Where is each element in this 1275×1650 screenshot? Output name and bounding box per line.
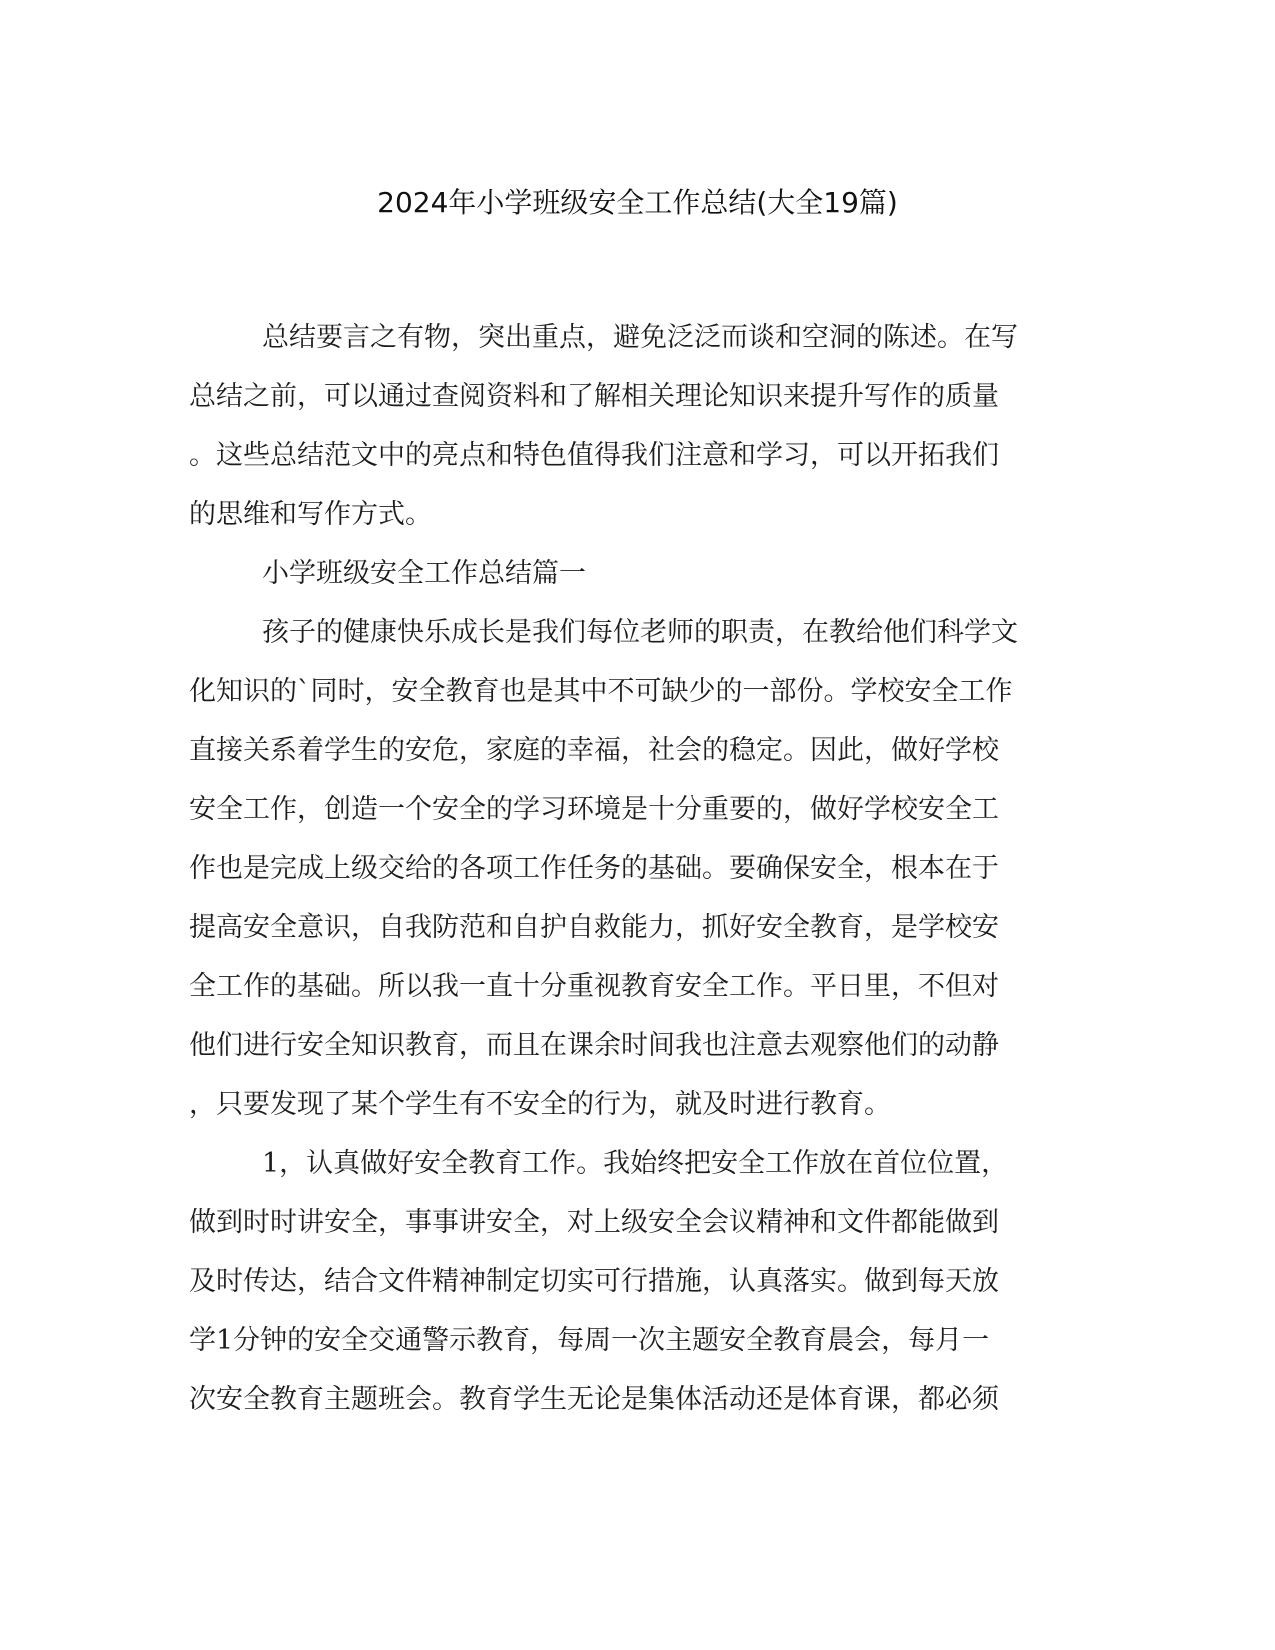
paragraph-line: ，只要发现了某个学生有不安全的行为，就及时进行教育。 <box>189 1089 891 1120</box>
paragraph-line: 及时传达，结合文件精神制定切实可行措施，认真落实。做到每天放 <box>189 1266 999 1297</box>
section-heading: 小学班级安全工作总结篇一 <box>262 558 586 589</box>
paragraph-line: 安全工作，创造一个安全的学习环境是十分重要的，做好学校安全工 <box>189 794 999 825</box>
paragraph-line: 总结要言之有物，突出重点，避免泛泛而谈和空洞的陈述。在写 <box>262 322 1018 353</box>
paragraph-line: 作也是完成上级交给的各项工作任务的基础。要确保安全，根本在于 <box>189 853 999 884</box>
paragraph-line: 化知识的`同时，安全教育也是其中不可缺少的一部份。学校安全工作 <box>189 676 1013 707</box>
paragraph-line: 总结之前，可以通过查阅资料和了解相关理论知识来提升写作的质量 <box>189 381 999 412</box>
paragraph-line: 。这些总结范文中的亮点和特色值得我们注意和学习，可以开拓我们 <box>189 440 999 471</box>
paragraph-line: 次安全教育主题班会。教育学生无论是集体活动还是体育课，都必须 <box>189 1384 999 1415</box>
paragraph-line: 1，认真做好安全教育工作。我始终把安全工作放在首位位置， <box>262 1148 1009 1179</box>
paragraph-line: 他们进行安全知识教育，而且在课余时间我也注意去观察他们的动静 <box>189 1030 999 1061</box>
paragraph-line: 全工作的基础。所以我一直十分重视教育安全工作。平日里，不但对 <box>189 971 999 1002</box>
paragraph-line: 做到时时讲安全，事事讲安全，对上级安全会议精神和文件都能做到 <box>189 1207 999 1238</box>
paragraph-line: 学1分钟的安全交通警示教育，每周一次主题安全教育晨会，每月一 <box>189 1325 990 1356</box>
paragraph-line: 直接关系着学生的安危，家庭的幸福，社会的稳定。因此，做好学校 <box>189 735 999 766</box>
paragraph-line: 提高安全意识，自我防范和自护自救能力，抓好安全教育，是学校安 <box>189 912 999 943</box>
document-title: 2024年小学班级安全工作总结(大全19篇) <box>377 186 898 219</box>
paragraph-line: 孩子的健康快乐成长是我们每位老师的职责，在教给他们科学文 <box>262 617 1018 648</box>
paragraph-line: 的思维和写作方式。 <box>189 499 432 530</box>
